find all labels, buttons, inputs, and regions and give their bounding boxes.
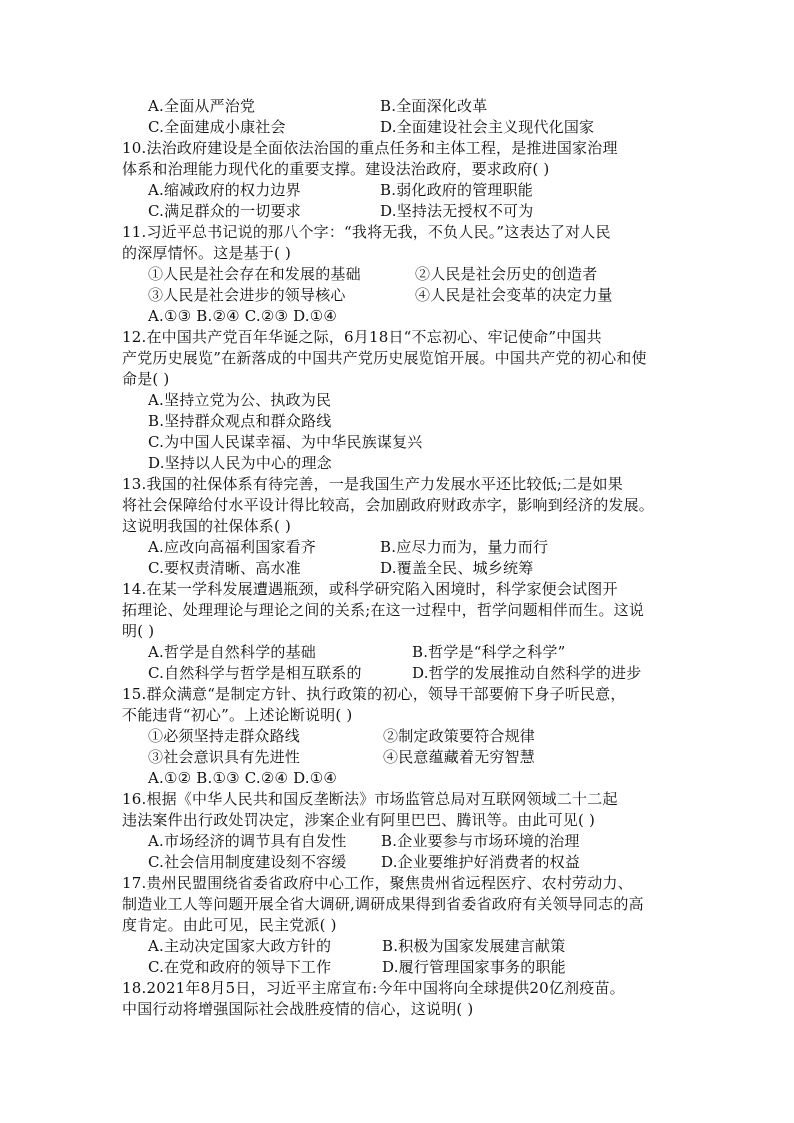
q13-stem-cont-2: 这说明我国的社保体系( ) — [122, 517, 292, 535]
q17-stem-cont-2: 度肯定。由此可见，民主党派( ) — [122, 916, 337, 934]
q14-option-a: A.哲学是自然科学的基础 — [148, 643, 317, 661]
q16-option-d: D.企业要维护好消费者的权益 — [381, 853, 581, 871]
q17-option-d: D.履行管理国家事务的职能 — [382, 958, 566, 976]
q10-stem-cont: 体系和治理能力现代化的重要支撑。建设法治政府，要求政府( ) — [122, 160, 550, 178]
q15-item-3: ③社会意识具有先进性 — [148, 748, 301, 766]
q13-option-a: A.应改向高福利国家看齐 — [148, 538, 317, 556]
q17-option-c: C.在党和政府的领导下工作 — [148, 958, 332, 976]
q11-options: A.①③ B.②④ C.②③ D.①④ — [148, 307, 338, 325]
q10-option-c: C.满足群众的一切要求 — [148, 202, 301, 220]
q14-stem-cont-2: 明( ) — [122, 622, 155, 640]
q9-option-d: D.全面建设社会主义现代化国家 — [380, 118, 595, 136]
q12-option-a: A.坚持立党为公、执政为民 — [148, 391, 332, 409]
q13-stem-cont: 将社会保障给付水平设计得比较高，会加剧政府财政赤字，影响到经济的发展。 — [122, 496, 655, 514]
q12-stem-cont: 产党历史展览”在新落成的中国共产党历史展览馆开展。中国共产党的初心和使 — [122, 349, 647, 367]
q13-option-b: B.应尽力而为，量力而行 — [380, 538, 549, 556]
q15-options: A.①② B.①③ C.②④ D.①④ — [148, 769, 338, 787]
q12-stem-cont-2: 命是( ) — [122, 370, 170, 388]
q10-stem: 10.法治政府建设是全面依法治国的重点任务和主体工程，是推进国家治理 — [122, 139, 618, 157]
q10-option-d: D.坚持法无授权不可为 — [380, 202, 534, 220]
q12-option-d: D.坚持以人民为中心的理念 — [148, 454, 332, 472]
q15-item-4: ④民意蕴藏着无穷智慧 — [383, 748, 536, 766]
q17-stem-cont: 制造业工人等问题开展全省大调研,调研成果得到省委省政府有关领导同志的高 — [122, 895, 644, 913]
q12-stem: 12.在中国共产党百年华诞之际，6月18日“不忘初心、牢记使命”中国共 — [122, 328, 602, 346]
q9-option-b: B.全面深化改革 — [380, 97, 488, 115]
q11-stem-cont: 的深厚情怀。这是基于( ) — [122, 244, 292, 262]
q11-item-2: ②人民是社会历史的创造者 — [415, 265, 598, 283]
q14-option-d: D.哲学的发展推动自然科学的进步 — [412, 664, 642, 682]
q16-stem: 16.根据《中华人民共和国反垄断法》市场监管总局对互联网领域二十二起 — [122, 790, 618, 808]
q9-option-a: A.全面从严治党 — [148, 97, 256, 115]
q14-option-b: B.哲学是“科学之科学” — [412, 643, 566, 661]
q9-option-c: C.全面建成小康社会 — [148, 118, 286, 136]
q16-option-b: B.企业要参与市场环境的治理 — [381, 832, 580, 850]
q17-option-b: B.积极为国家发展建言献策 — [382, 937, 566, 955]
q10-option-b: B.弱化政府的管理职能 — [380, 181, 533, 199]
q13-option-c: C.要权责清晰、高水准 — [148, 559, 301, 577]
q13-option-d: D.覆盖全民、城乡统筹 — [380, 559, 534, 577]
q11-item-4: ④人民是社会变革的决定力量 — [415, 286, 613, 304]
q11-item-3: ③人民是社会进步的领导核心 — [148, 286, 346, 304]
q10-option-a: A.缩减政府的权力边界 — [148, 181, 301, 199]
q15-stem: 15.群众满意“是制定方针、执行政策的初心，领导干部要俯下身子听民意， — [122, 685, 626, 703]
q15-item-1: ①必须坚持走群众路线 — [148, 727, 301, 745]
q17-stem: 17.贵州民盟围绕省委省政府中心工作，聚焦贵州省远程医疗、农村劳动力、 — [122, 874, 633, 892]
q16-stem-cont: 违法案件出行政处罚决定，涉案企业有阿里巴巴、腾讯等。由此可见( ) — [122, 811, 596, 829]
q18-stem: 18.2021年8月5日，习近平主席宣布:今年中国将向全球提供20亿剂疫苗。 — [122, 979, 625, 997]
q16-option-c: C.社会信用制度建设刻不容缓 — [148, 853, 347, 871]
q14-stem-cont: 拓理论、处理理论与理论之间的关系;在这一过程中，哲学问题相伴而生。这说 — [122, 601, 645, 619]
q16-option-a: A.市场经济的调节具有自发性 — [148, 832, 347, 850]
q15-item-2: ②制定政策要符合规律 — [383, 727, 536, 745]
q17-option-a: A.主动决定国家大政方针的 — [148, 937, 332, 955]
q12-option-c: C.为中国人民谋幸福、为中华民族谋复兴 — [148, 433, 423, 451]
q18-stem-cont: 中国行动将增强国际社会战胜疫情的信心，这说明( ) — [122, 1000, 474, 1018]
q12-option-b: B.坚持群众观点和群众路线 — [148, 412, 332, 430]
q15-stem-cont: 不能违背“初心”。上述论断说明( ) — [122, 706, 353, 724]
q13-stem: 13.我国的社保体系有待完善，一是我国生产力发展水平还比较低;二是如果 — [122, 475, 623, 493]
q11-stem: 11.习近平总书记说的那八个字：“我将无我，不负人民。”这表达了对人民 — [122, 223, 611, 241]
q14-option-c: C.自然科学与哲学是相互联系的 — [148, 664, 362, 682]
q11-item-1: ①人民是社会存在和发展的基础 — [148, 265, 361, 283]
q14-stem: 14.在某一学科发展遭遇瓶颈，或科学研究陷入困境时，科学家便会试图开 — [122, 580, 618, 598]
